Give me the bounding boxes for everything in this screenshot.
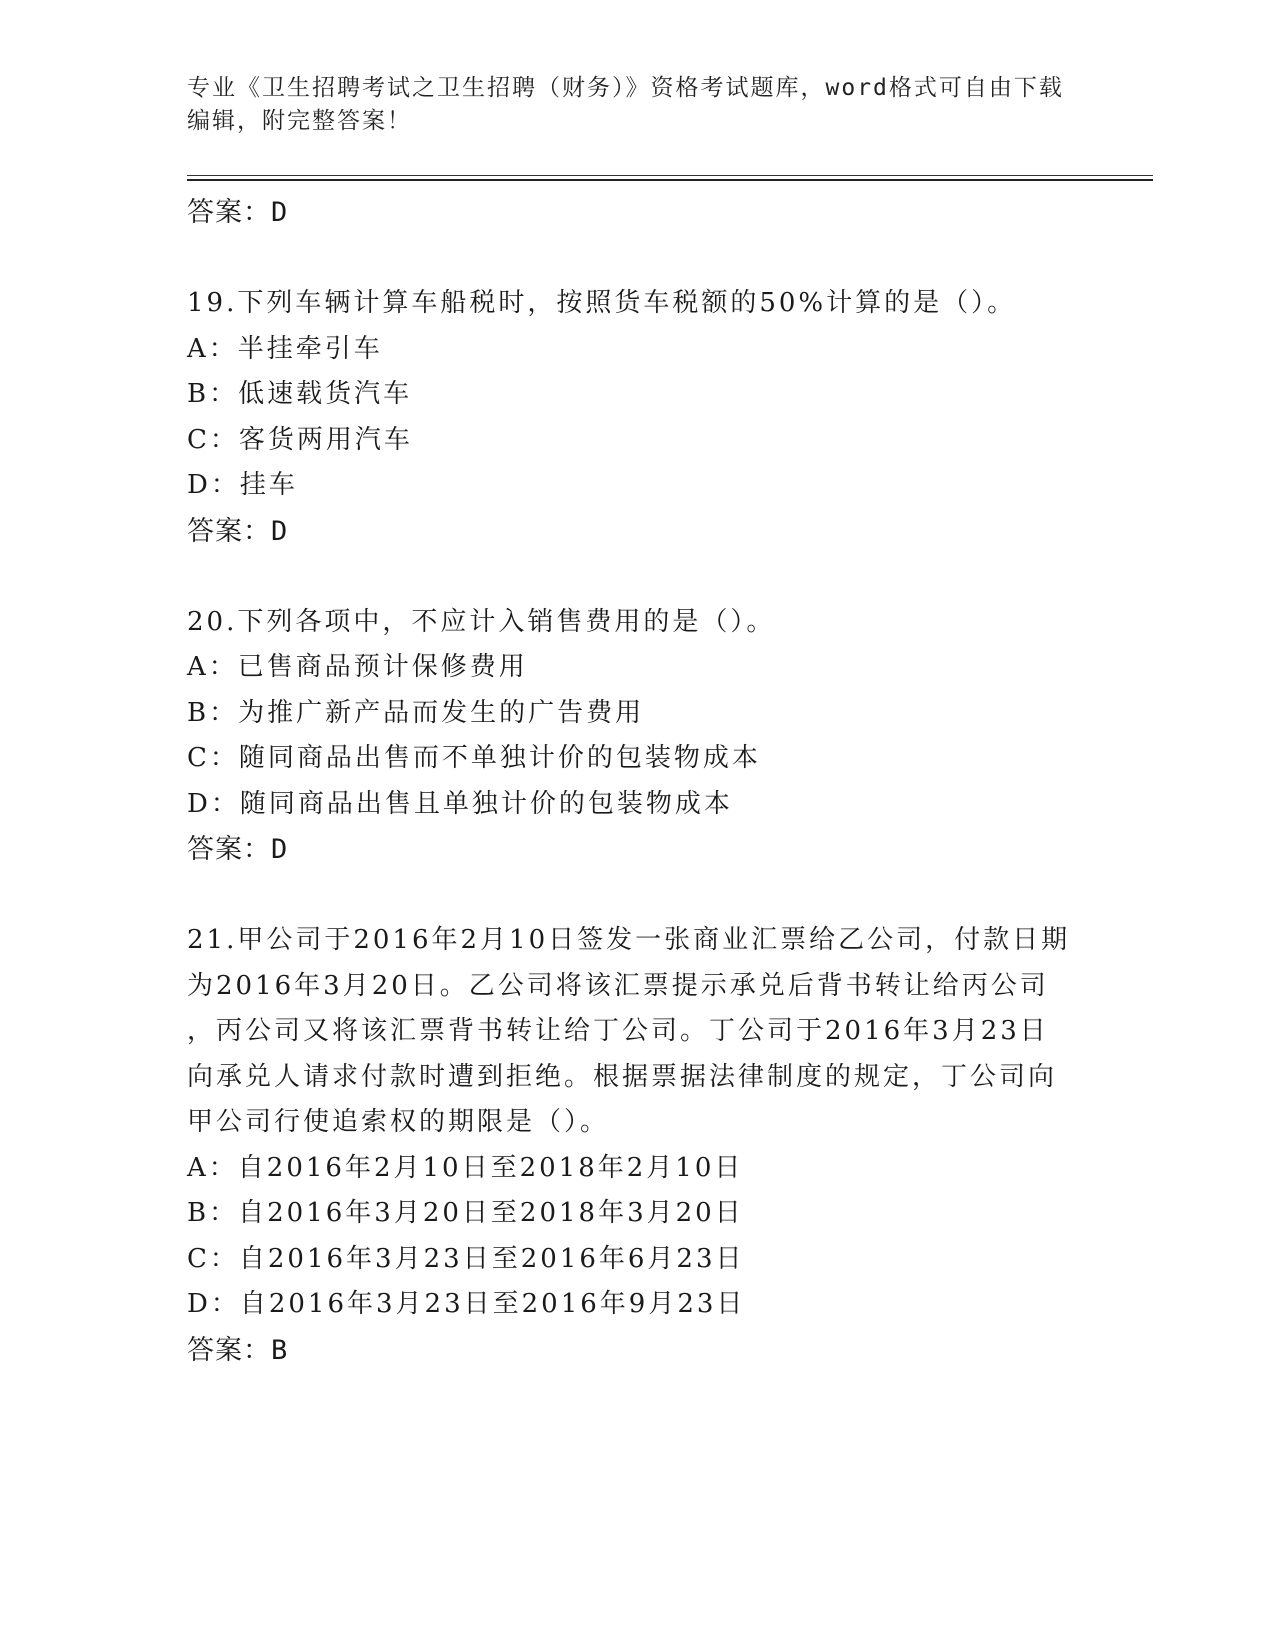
question-20-stem: 20.下列各项中，不应计入销售费用的是（）。 <box>187 606 776 637</box>
question-20-answer: 答案：D <box>187 834 289 865</box>
question-20-option-a: A：已售商品预计保修费用 <box>187 652 528 682</box>
header-line-1: 专业《卫生招聘考试之卫生招聘（财务）》资格考试题库，word格式可自由下载 <box>187 75 1064 101</box>
question-19-stem: 19.下列车辆计算车船税时，按照货车税额的50%计算的是（）。 <box>187 288 1017 318</box>
question-20 <box>187 600 1087 873</box>
document-header <box>187 72 1067 138</box>
header-rule-thin <box>187 175 1153 176</box>
question-20-option-c: C：随同商品出售而不单独计价的包装物成本 <box>187 743 761 773</box>
question-21-option-a: A：自2016年2月10日至2018年2月10日 <box>187 1152 744 1183</box>
spacer <box>187 873 1087 919</box>
spacer <box>187 554 1087 600</box>
previous-answer: 答案：D <box>187 197 289 228</box>
question-21-stem-line-1: 21.甲公司于2016年2月10日签发一张商业汇票给乙公司，付款日期 <box>187 925 1071 955</box>
question-19-option-a: A：半挂牵引车 <box>187 333 383 364</box>
question-21-stem-line-2: 为2016年3月20日。乙公司将该汇票提示承兑后背书转让给丙公司 <box>187 970 1049 1001</box>
header-rule-thick <box>187 179 1153 181</box>
question-21-stem-line-4: 向承兑人请求付款时遭到拒绝。根据票据法律制度的规定，丁公司向 <box>187 1061 1058 1092</box>
question-19-option-d: D：挂车 <box>187 470 298 500</box>
header-line-2: 编辑，附完整答案！ <box>187 108 412 134</box>
question-21-stem-line-5: 甲公司行使追索权的期限是（）。 <box>187 1107 610 1137</box>
question-21-option-b: B：自2016年3月20日至2018年3月20日 <box>187 1198 744 1228</box>
question-21-answer: 答案：B <box>187 1334 289 1366</box>
spacer <box>187 236 1087 282</box>
question-21-stem-line-3: ，丙公司又将该汇票背书转让给丁公司。丁公司于2016年3月23日 <box>187 1016 1049 1046</box>
question-19-answer: 答案：D <box>187 515 289 547</box>
question-21 <box>187 918 1087 1373</box>
question-19-option-c: C：客货两用汽车 <box>187 424 413 455</box>
question-21-option-c: C：自2016年3月23日至2016年6月23日 <box>187 1243 745 1274</box>
question-20-option-b: B：为推广新产品而发生的广告费用 <box>187 697 645 728</box>
question-content <box>187 190 1087 1373</box>
question-19-option-b: B：低速载货汽车 <box>187 379 413 409</box>
question-19 <box>187 281 1087 554</box>
question-21-option-d: D：自2016年3月23日至2016年9月23日 <box>187 1289 746 1319</box>
question-20-option-d: D：随同商品出售且单独计价的包装物成本 <box>187 788 733 819</box>
